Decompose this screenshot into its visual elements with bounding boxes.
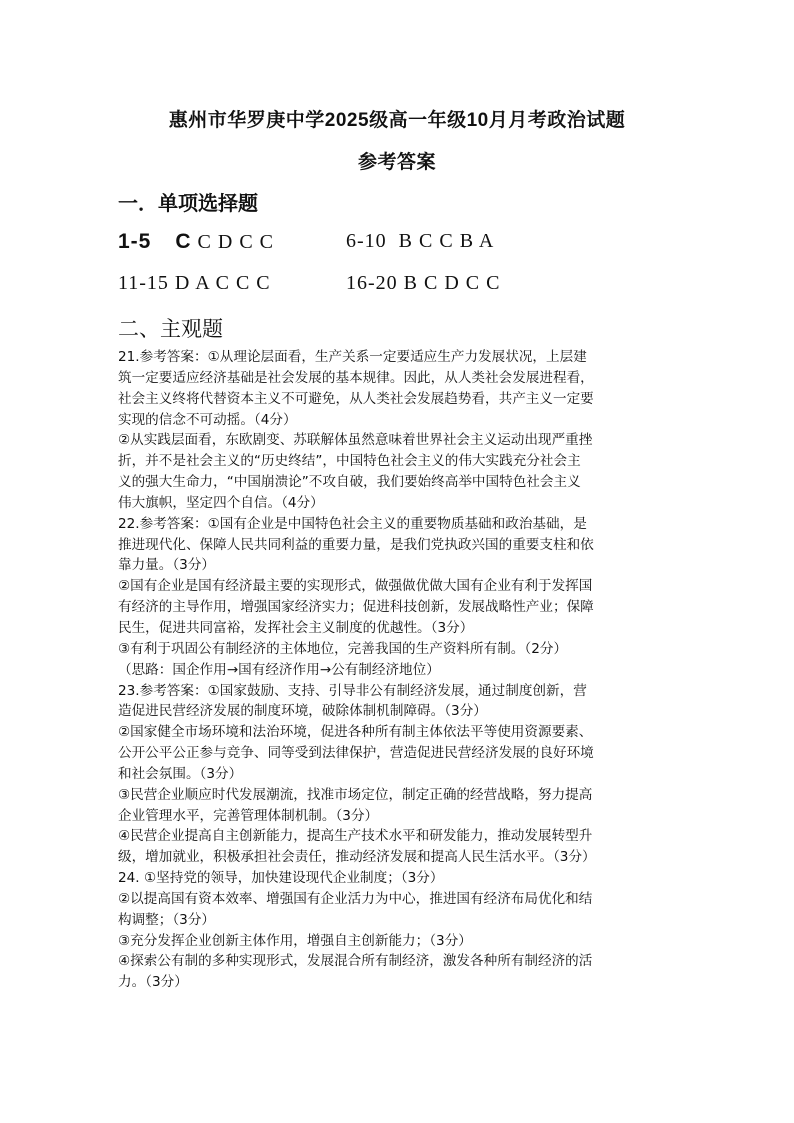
answer-first-letter: C: [175, 230, 192, 253]
answer-group-6-10: [346, 230, 494, 253]
answer-line: 21.参考答案：①从理论层面看，生产关系一定要适应生产力发展状况，上层建: [118, 349, 587, 365]
answer-group-11-15: [118, 272, 271, 295]
page-title: 惠州市华罗庚中学2025级高一年级10月月考政治试题: [168, 110, 626, 131]
answer-line: 23.参考答案：①国家鼓励、支持、引导非公有制经济发展，通过制度创新，营: [118, 682, 587, 699]
answer-range: 6-10: [346, 230, 387, 252]
answer-letters: B C D C C: [403, 272, 501, 294]
answer-letters: D A C C C: [174, 272, 271, 294]
answer-line: ②从实践层面看，东欧剧变、苏联解体虽然意味着世界社会主义运动出现严重挫: [118, 432, 593, 449]
answer-line: 企业管理水平，完善管理体制机制。（3分）: [118, 807, 379, 824]
subjective-answers: [118, 347, 678, 993]
answer-line: 筑一定要适应经济基础是社会发展的基本规律。因此，从人类社会发展进程看，: [118, 369, 594, 386]
answer-line: ②国有企业是国有经济最主要的实现形式，做强做优做大国有企业有利于发挥国: [118, 578, 593, 595]
answer-line: ③有利于巩固公有制经济的主体地位，完善我国的生产资料所有制。（2分）: [118, 640, 568, 657]
answer-letters: B C C B A: [398, 230, 495, 252]
answer-line: 推进现代化、保障人民共同利益的重要力量，是我们党执政兴国的重要支柱和依: [118, 536, 594, 553]
answer-line: 社会主义终将代替资本主义不可避免，从人类社会发展趋势看，共产主义一定要: [118, 390, 594, 407]
answer-line: 级，增加就业，积极承担社会责任，推动经济发展和提高人民生活水平。（3分）: [118, 849, 596, 866]
answer-line: ②以提高国有资本效率、增强国有企业活力为中心，推进国有经济布局优化和结: [118, 890, 593, 907]
answer-line: ③民营企业顺应时代发展潮流，找准市场定位，制定正确的经营战略，努力提高: [118, 786, 593, 803]
answer-line: 民生，促进共同富裕，发挥社会主义制度的优越性。（3分）: [118, 619, 474, 636]
answer-letters: C D C C: [191, 231, 274, 253]
answer-line: 有经济的主导作用，增强国家经济实力；促进科技创新，发展战略性产业；保障: [118, 599, 594, 616]
answer-line: 实现的信念不可动摇。（4分）: [118, 411, 297, 428]
answer-range: 11-15: [118, 272, 169, 294]
answer-line: 24. ①坚持党的领导，加快建设现代企业制度；（3分）: [118, 870, 444, 887]
answer-line: （思路：国企作用→国有经济作用→公有制经济地位）: [118, 661, 440, 678]
answer-line: 伟大旗帜，坚定四个自信。（4分）: [118, 494, 324, 511]
answer-line: ②国家健全市场环境和法治环境，促进各种所有制主体依法平等使用资源要素、: [118, 724, 593, 741]
answer-line: 造促进民营经济发展的制度环境，破除体制机制障碍。（3分）: [118, 703, 487, 720]
answer-range: 1-5: [118, 230, 152, 253]
section-heading-subjective: 二、主观题: [118, 317, 223, 341]
answer-group-1-5: [118, 230, 274, 254]
answer-line: 折，并不是社会主义的“历史终结”，中国特色社会主义的伟大实践充分社会主: [118, 453, 581, 470]
answer-line: ④民营企业提高自主创新能力，提高生产技术水平和研发能力，推动发展转型升: [118, 828, 593, 845]
answer-line: ③充分发挥企业创新主体作用，增强自主创新能力；（3分）: [118, 932, 472, 949]
answer-line: 22.参考答案：①国有企业是中国特色社会主义的重要物质基础和政治基础，是: [118, 515, 587, 532]
page-subtitle: 参考答案: [357, 152, 436, 173]
answer-line: 义的强大生命力，“中国崩溃论”不攻自破，我们要始终高举中国特色社会主义: [118, 474, 581, 491]
answer-line: 力。（3分）: [118, 974, 188, 991]
answer-line: 靠力量。（3分）: [118, 557, 216, 574]
answer-group-16-20: [346, 272, 500, 295]
answer-line: 构调整；（3分）: [118, 911, 216, 928]
answer-line: 公开公平公正参与竞争、同等受到法律保护，营造促进民营经济发展的良好环境: [118, 745, 594, 762]
section-heading-multiple-choice: 一．单项选择题: [118, 191, 258, 215]
answer-range: 16-20: [346, 272, 398, 294]
answer-line: ④探索公有制的多种实现形式，发展混合所有制经济，激发各种所有制经济的活: [118, 953, 593, 970]
answer-line: 和社会氛围。（3分）: [118, 765, 243, 782]
